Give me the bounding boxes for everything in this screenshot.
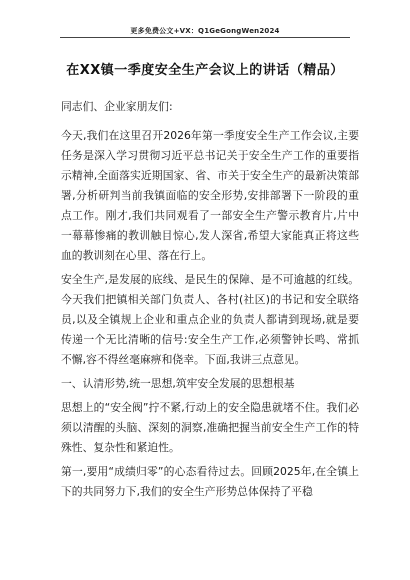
document-title: 在XX镇一季度安全生产会议上的讲话（精品）: [66, 63, 344, 78]
section-heading-1: 一、认清形势,统一思想,筑牢安全发展的思想根基: [61, 377, 295, 390]
document-body: [61, 97, 359, 506]
header-note: 更多免费公文+VX：Q1GeGongWen2024: [130, 27, 280, 35]
section-1-paragraph: 思想上的“安全阀”拧不紧,行动上的安全隐患就堵不住。我们必须以清醒的头脑、深刻的洞察,准确把握当前安全生产工作的特殊性、复杂性和紧迫性。: [61, 401, 359, 454]
header-divider: [60, 37, 350, 38]
section-1-point-1: 第一,要用“成绩归零”的心态看待过去。回顾2025年,在全镇上下的共同努力下,我们的安全生产形势总体保持了平稳: [61, 465, 359, 498]
greeting-paragraph: 同志们、企业家朋友们:: [61, 100, 173, 113]
intro-paragraph: 今天,我们在这里召开2026年第一季度安全生产工作会议,主要任务是深入学习贯彻习近平总书记关于安全生产工作的重要指示精神,全面落实近期国家、省、市关于安全生产的最新决策部署,分析研判当前我镇面临的安全形势,安排部署下一阶段的重点工作。刚才,我们共同观看了一部安全生产警示教育片,片中一幕幕惨痛的教训触目惊心,发人深省,希望大家能真正将这些血的教训刻在心里、落在行上。: [61, 129, 359, 262]
safety-importance-paragraph: 安全生产,是发展的底线、是民生的保障、是不可逾越的红线。今天我们把镇相关部门负责人、各村(社区)的书记和安全联络员,以及全镇规上企业和重点企业的负责人都请到现场,就是要传递一个无比清晰的信号:安全生产工作,必须警钟长鸣、常抓不懈,容不得丝毫麻痹和侥幸。下面,我讲三点意见。: [61, 273, 359, 366]
